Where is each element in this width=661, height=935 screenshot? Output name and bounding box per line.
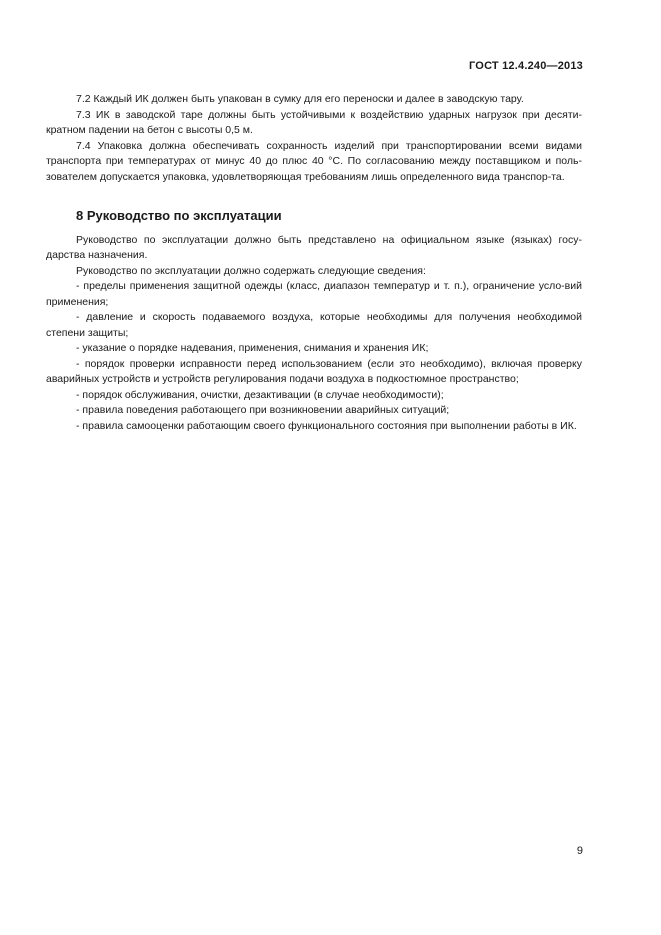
list-item: - указание о порядке надевания, применения, снимания и хранения ИК; xyxy=(76,342,429,354)
standard-number-header: ГОСТ 12.4.240—2013 xyxy=(469,60,583,72)
list-item: - правила самооценки работающим своего функционального состояния при выполнении работы в ИК. xyxy=(76,419,577,432)
manual-contents-intro: Руководство по эксплуатации должно содержать следующие сведения: xyxy=(76,264,426,277)
document-body xyxy=(46,92,582,434)
list-item: - порядок проверки исправности перед использованием (если это необходимо), включая проверку аварийных устройств и устройств регулирования подачи воздуха в подкостюмное пространство; xyxy=(46,357,582,385)
section-8-heading: 8 Руководство по эксплуатации xyxy=(76,208,282,223)
paragraph-7-3: 7.3 ИК в заводской таре должны быть устойчивыми к воздействию ударных нагрузок при десяти-кратном падении на бетон с высоты 0,5 м. xyxy=(46,108,582,136)
paragraph-7-2: 7.2 Каждый ИК должен быть упакован в сумку для его переноски и далее в заводскую тару. xyxy=(76,93,524,105)
list-item: - порядок обслуживания, очистки, дезактивации (в случае необходимости); xyxy=(76,388,444,401)
paragraph-7-4: 7.4 Упаковка должна обеспечивать сохранность изделий при транспортировании всеми видами транспорта при температурах от минус 40 до плюс 40 °С. По согласованию между поставщиком и поль-зователем допускается упаковка, удовлетворяющая требованиям лишь определенного вида транспор-та. xyxy=(46,139,582,183)
list-item: - пределы применения защитной одежды (класс, диапазон температур и т. п.), ограничение усло-вий применения; xyxy=(46,280,582,308)
list-item: - давление и скорость подаваемого воздуха, которые необходимы для получения необходимой степени защиты; xyxy=(46,311,582,339)
page-number: 9 xyxy=(576,845,583,857)
list-item: - правила поведения работающего при возникновении аварийных ситуаций; xyxy=(76,404,450,416)
manual-language-paragraph: Руководство по эксплуатации должно быть представлено на официальном языке (языках) госу-дарства назначения. xyxy=(46,233,582,261)
